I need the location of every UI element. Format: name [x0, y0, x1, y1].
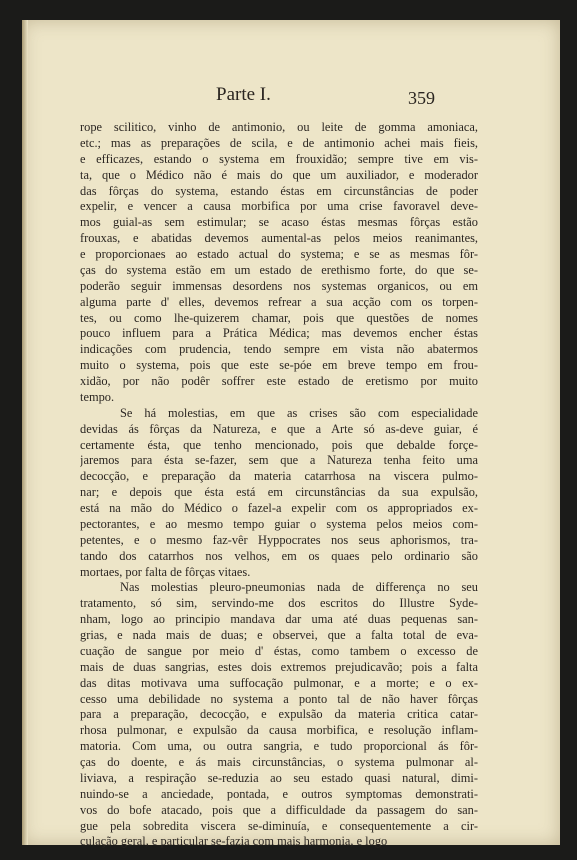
text-line: nham, logo ao principio mandava dar uma até duas pequenas san-: [80, 612, 478, 627]
text-line: para a preparação, decocção, e expulsão da materia critica catar-: [80, 707, 478, 722]
text-line: cuação de sangue por meio d' éstas, como tambem o excesso de: [80, 643, 478, 658]
text-line: nar; e depois que ésta está em circunstâncias da sua expulsão,: [80, 485, 478, 500]
text-line: muito o systema, pois que este se-póe em breve tempo em frou-: [80, 358, 478, 373]
text-line: tratamento, só sim, servindo-me dos escritos do Illustre Syde-: [80, 596, 478, 611]
text-line: decocção, e preparação da materia catarrhosa na viscera pulmo-: [80, 469, 478, 484]
text-line: Se há molestias, em que as crises são com especialidade: [120, 405, 478, 420]
text-line: tes, ou como lhe-quizerem chamar, pois que questões de nomes: [80, 310, 478, 325]
text-line: e efficazes, estando o systema em frouxidão; sempre tive em vis-: [80, 151, 478, 166]
paragraph: [80, 580, 478, 850]
body-text: [80, 120, 478, 850]
text-line: culação geral, e particular se-fazia com mais harmonia, e logo: [80, 834, 388, 849]
text-line: rope scilitico, vinho de antimonio, ou leite de gomma amoniaca,: [80, 120, 478, 134]
text-line: gue pela sobredita viscera se-diminuía, e consequentemente a cir-: [80, 818, 478, 833]
text-line: ças do systema estão em um estado de erethismo forte, do que se-: [80, 262, 478, 277]
text-line: está na mão do Médico o fazel-a expelir com os appropriados ex-: [80, 501, 478, 515]
text-line: vos do bofe atacado, pois que a difficuldade da passagem do san-: [80, 802, 478, 817]
text-line: das ditas motivava uma suffocação pulmonar, e a morte; e o ex-: [80, 675, 478, 690]
text-line: grias, e nada mais de duas; e observei, que a falta total de eva-: [80, 628, 478, 642]
text-line: poderão seguir immensas desordens nos systemas organicos, ou em: [80, 278, 478, 293]
text-line: liviava, a respiração se-reduzia ao seu estado quasi natural, dimi-: [80, 770, 478, 785]
text-line: indicações com prudencia, tendo sempre em vista não abatermos: [80, 342, 478, 357]
page-gutter-shadow: [22, 20, 28, 845]
text-line: tando dos catarrhos nos velhos, em os quaes pelo ordinario são: [80, 548, 478, 563]
paragraph: [80, 120, 478, 406]
text-line: Nas molestias pleuro-pneumonias nada de differença no seu: [120, 580, 478, 595]
text-line: mais de duas sangrias, estes dois extremos prejudicavão; pois a falta: [80, 659, 478, 674]
text-line: certamente ésta, que tenho mencionado, pois que debalde forçe-: [80, 437, 478, 452]
text-line: pectorantes, e ao mesmo tempo guiar o systema pelos meios com-: [80, 516, 478, 531]
text-line: ta, que o Médico não é mais do que um auxiliador, e moderador: [80, 167, 478, 182]
text-line: jaremos para ésta se-fazer, sem que a Natureza tenha feito uma: [80, 453, 478, 468]
text-line: frouxas, e abatidas devemos aumental-as pelos meios reanimantes,: [80, 231, 478, 246]
page-number: 359: [408, 88, 435, 108]
text-line: tempo.: [80, 389, 115, 404]
text-line: e proporcionaes ao estado actual do systema; e se as mesmas fôr-: [80, 247, 478, 261]
text-line: pouco influem para a Prática Médica; mas devemos encher éstas: [80, 326, 478, 341]
text-line: alguma parte d' elles, devemos refrear a sua acção com os torpen-: [80, 294, 478, 309]
text-line: etc.; mas as preparações de scila, e de antimonio achei mais fieis,: [80, 135, 478, 150]
text-line: nuindo-se a anciedade, pontada, e outros symptomas demonstrati-: [80, 786, 478, 801]
book-page: [22, 20, 560, 849]
text-line: xidão, por não podêr soffrer este estado de eretismo por muito: [80, 374, 478, 388]
text-line: petentes, e o mesmo faz-vêr Hyppocrates nos seus aphorismos, tra-: [80, 532, 478, 547]
text-line: mos guial-as sem estimular; se acaso éstas mesmas fôrças estão: [80, 215, 478, 230]
text-line: ças do doente, e ás mais circunstâncias, o systema pulmonar al-: [80, 755, 478, 769]
text-line: cesso uma debilidade no systema a ponto tal de não haver fôrças: [80, 691, 478, 706]
text-line: expelir, e vencer a causa morbifica por uma crise favoravel deve-: [80, 199, 478, 214]
running-head: Parte I.: [216, 84, 271, 105]
text-line: mortaes, por falta de fôrças vitaes.: [80, 564, 251, 579]
page-header: [22, 82, 560, 112]
text-line: das fôrças do systema, estando éstas em circunstâncias de poder: [80, 183, 478, 198]
text-line: devidas ás fôrças da Natureza, e que a Arte só as-deve guiar, é: [80, 421, 478, 436]
paragraph: [80, 406, 478, 581]
text-line: matoria. Com uma, ou outra sangria, e tudo proporcional ás fôr-: [80, 739, 478, 754]
text-line: rhosa pulmonar, e expulsão da causa morbifica, e resolução inflam-: [80, 723, 478, 738]
